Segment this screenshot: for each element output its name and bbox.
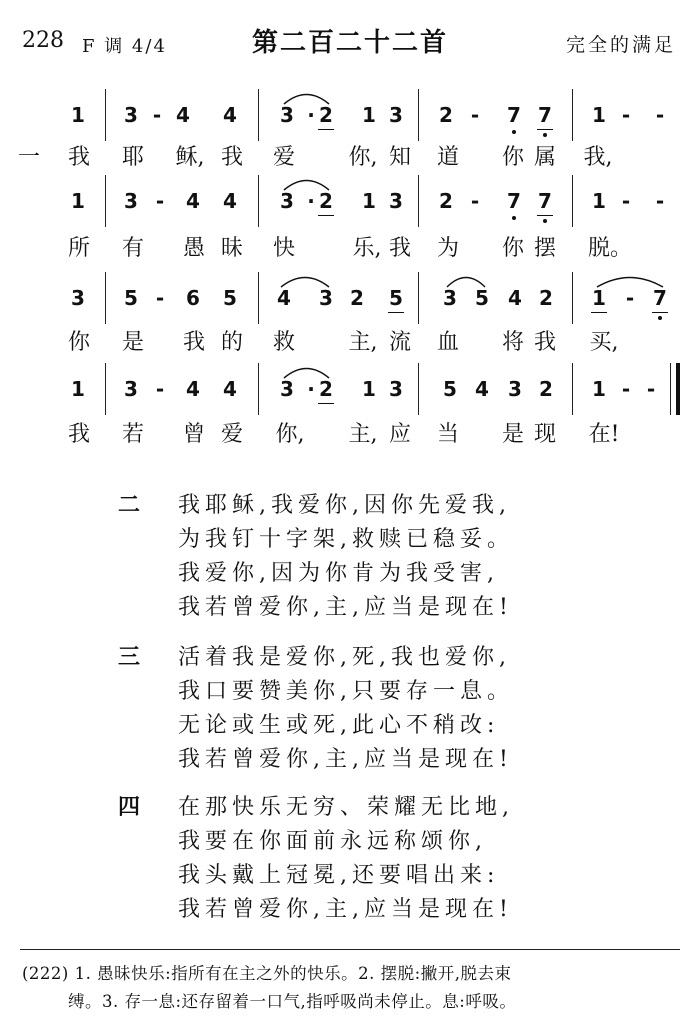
- lyric-syllable: 知: [388, 145, 411, 170]
- verse-number: 三: [118, 644, 141, 670]
- note: 3: [443, 286, 457, 310]
- verse-line: 我若曾爱你,主,应当是现在!: [178, 747, 513, 772]
- note: -: [470, 189, 480, 213]
- lyric-syllable: 当: [436, 422, 459, 447]
- lyric-syllable: 主,: [348, 422, 378, 447]
- note: 3: [124, 189, 138, 213]
- note: -: [155, 189, 165, 213]
- low-octave-dot: [512, 130, 516, 134]
- verse-line: 我头戴上冠冕,还要唱出来:: [178, 863, 500, 888]
- barline: [572, 89, 573, 141]
- lyric-syllable: 你,: [275, 422, 305, 447]
- note: 3: [71, 286, 85, 310]
- note: 1: [362, 103, 376, 127]
- lyric-syllable: 我,: [583, 145, 613, 170]
- note: 3: [124, 103, 138, 127]
- note-underline: [652, 312, 668, 313]
- lyric-syllable: 愚: [182, 236, 205, 261]
- note: 1: [362, 189, 376, 213]
- note: -: [155, 377, 165, 401]
- note: 6: [186, 286, 200, 310]
- lyric-syllable: 你: [501, 236, 524, 261]
- slur: [283, 89, 330, 105]
- note: 3: [280, 103, 294, 127]
- verse-one-marker: 一: [18, 145, 41, 170]
- note: 1: [592, 286, 606, 310]
- note: 3: [280, 189, 294, 213]
- barline: [105, 272, 106, 324]
- note: 2: [350, 286, 364, 310]
- verse-line: 无论或生或死,此心不稍改:: [178, 713, 500, 738]
- note: 3: [319, 286, 333, 310]
- barline: [258, 272, 259, 324]
- note: 4: [508, 286, 522, 310]
- note: 5: [223, 286, 237, 310]
- lyric-syllable: 我: [533, 330, 556, 355]
- verse-number: 二: [118, 492, 141, 518]
- low-octave-dot: [543, 133, 547, 137]
- note: 3: [508, 377, 522, 401]
- barline: [418, 272, 419, 324]
- note: -: [625, 286, 635, 310]
- note: -: [655, 189, 665, 213]
- note: -: [621, 377, 631, 401]
- note: 3: [389, 103, 403, 127]
- note: 5: [475, 286, 489, 310]
- note: 1: [71, 377, 85, 401]
- barline: [105, 89, 106, 141]
- lyric-syllable: 有: [121, 236, 144, 261]
- barline: [258, 363, 259, 415]
- note: -: [470, 103, 480, 127]
- verse-line: 活着我是爱你,死,我也爱你,: [178, 645, 511, 670]
- note: 4: [223, 189, 237, 213]
- lyric-syllable: 我: [182, 330, 205, 355]
- note-underline: [318, 215, 334, 216]
- lyric-syllable: 现: [533, 422, 556, 447]
- hymn-number: 228: [22, 28, 64, 53]
- note: 3: [280, 377, 294, 401]
- lyric-syllable: 流: [388, 330, 411, 355]
- slur: [280, 272, 330, 288]
- barline: [258, 175, 259, 227]
- lyric-syllable: 昧: [220, 236, 243, 261]
- verse-line: 我耶稣,我爱你,因你先爱我,: [178, 493, 511, 518]
- verse-line: 我要在你面前永远称颂你,: [178, 829, 487, 854]
- note: 4: [223, 377, 237, 401]
- note: -: [621, 189, 631, 213]
- lyric-syllable: 所: [67, 236, 90, 261]
- lyric-syllable: 你,: [348, 145, 378, 170]
- footnote-line-1: (222) 1. 愚昧快乐:指所有在主之外的快乐。2. 摆脱:撇开,脱去束: [22, 964, 512, 983]
- note: 5: [124, 286, 138, 310]
- lyric-syllable: 是: [121, 330, 144, 355]
- note: 2: [319, 377, 333, 401]
- note: 7: [507, 103, 521, 127]
- note: 2: [439, 189, 453, 213]
- note: 4: [186, 377, 200, 401]
- slur: [283, 175, 330, 191]
- lyric-syllable: 爱: [220, 422, 243, 447]
- note: 4: [277, 286, 291, 310]
- note: -: [152, 103, 162, 127]
- lyric-syllable: 摆: [533, 236, 556, 261]
- note-underline: [388, 312, 404, 313]
- note: 4: [186, 189, 200, 213]
- final-barline-thick: [676, 363, 680, 415]
- hymn-subtitle: 完全的满足: [565, 34, 676, 56]
- lyric-syllable: 应: [388, 422, 411, 447]
- hymn-title: 第二百二十二首: [251, 28, 448, 58]
- note: 1: [71, 189, 85, 213]
- lyric-syllable: 我: [388, 236, 411, 261]
- low-octave-dot: [512, 216, 516, 220]
- lyric-syllable: 将: [501, 330, 524, 355]
- lyric-syllable: 稣,: [175, 145, 205, 170]
- note: 5: [389, 286, 403, 310]
- final-barline-thin: [670, 363, 671, 415]
- lyric-syllable: 的: [220, 330, 243, 355]
- note: 2: [319, 103, 333, 127]
- barline: [258, 89, 259, 141]
- lyric-syllable: 主,: [348, 330, 378, 355]
- lyric-syllable: 买,: [589, 330, 619, 355]
- barline: [572, 175, 573, 227]
- verse-line: 我若曾爱你,主,应当是现在!: [178, 595, 513, 620]
- key-signature: F 调 4/4: [82, 36, 167, 57]
- note: -: [155, 286, 165, 310]
- lyric-syllable: 救: [272, 330, 295, 355]
- note-underline: [537, 215, 553, 216]
- lyric-syllable: 我: [220, 145, 243, 170]
- footnote-line-2: 缚。3. 存一息:还存留着一口气,指呼吸尚未停止。息:呼吸。: [68, 992, 517, 1011]
- note: -: [655, 103, 665, 127]
- lyric-syllable: 属: [533, 145, 556, 170]
- barline: [105, 175, 106, 227]
- slur: [283, 363, 330, 379]
- note: 5: [443, 377, 457, 401]
- barline: [572, 272, 573, 324]
- note: -: [646, 377, 656, 401]
- note: 7: [507, 189, 521, 213]
- verse-line: 我口要赞美你,只要存一息。: [178, 679, 514, 704]
- note: 2: [439, 103, 453, 127]
- lyric-syllable: 是: [501, 422, 524, 447]
- barline: [418, 175, 419, 227]
- verse-line: 为我钉十字架,救赎已稳妥。: [178, 527, 514, 552]
- note-underline: [318, 129, 334, 130]
- note: 2: [319, 189, 333, 213]
- note: 7: [538, 103, 552, 127]
- lyric-syllable: 若: [121, 422, 144, 447]
- verse-number: 四: [118, 794, 141, 820]
- note: 3: [389, 189, 403, 213]
- note: 7: [538, 189, 552, 213]
- note: 7: [653, 286, 667, 310]
- low-octave-dot: [543, 219, 547, 223]
- lyric-syllable: 快: [272, 236, 295, 261]
- note: ·: [307, 103, 315, 127]
- lyric-syllable: 耶: [121, 145, 144, 170]
- lyric-syllable: 乐,: [352, 236, 382, 261]
- lyric-syllable: 你: [67, 330, 90, 355]
- note-underline: [318, 403, 334, 404]
- note: 1: [71, 103, 85, 127]
- note: ·: [307, 377, 315, 401]
- note: 4: [176, 103, 190, 127]
- note: 4: [223, 103, 237, 127]
- lyric-syllable: 爱: [272, 145, 295, 170]
- note: 4: [475, 377, 489, 401]
- lyric-syllable: 道: [436, 145, 459, 170]
- verse-line: 在那快乐无穷、荣耀无比地,: [178, 795, 514, 820]
- barline: [418, 363, 419, 415]
- note: 1: [592, 189, 606, 213]
- verse-line: 我若曾爱你,主,应当是现在!: [178, 897, 513, 922]
- note: ·: [307, 189, 315, 213]
- slur: [446, 272, 486, 288]
- barline: [572, 363, 573, 415]
- note-underline: [537, 129, 553, 130]
- note: 3: [124, 377, 138, 401]
- lyric-syllable: 血: [436, 330, 459, 355]
- lyric-syllable: 脱。: [588, 236, 633, 261]
- note: 2: [539, 286, 553, 310]
- barline: [418, 89, 419, 141]
- barline: [105, 363, 106, 415]
- verse-line: 我爱你,因为你肯为我受害,: [178, 561, 499, 586]
- footnote-divider: [20, 949, 680, 950]
- lyric-syllable: 曾: [182, 422, 205, 447]
- lyric-syllable: 在!: [588, 422, 620, 447]
- low-octave-dot: [658, 316, 662, 320]
- note: -: [621, 103, 631, 127]
- note: 1: [362, 377, 376, 401]
- lyric-syllable: 为: [436, 236, 459, 261]
- note: 3: [389, 377, 403, 401]
- note: 1: [592, 377, 606, 401]
- note: 2: [539, 377, 553, 401]
- lyric-syllable: 我: [67, 422, 90, 447]
- slur: [596, 272, 664, 288]
- note: 1: [592, 103, 606, 127]
- lyric-syllable: 我: [67, 145, 90, 170]
- lyric-syllable: 你: [501, 145, 524, 170]
- note-underline: [591, 312, 607, 313]
